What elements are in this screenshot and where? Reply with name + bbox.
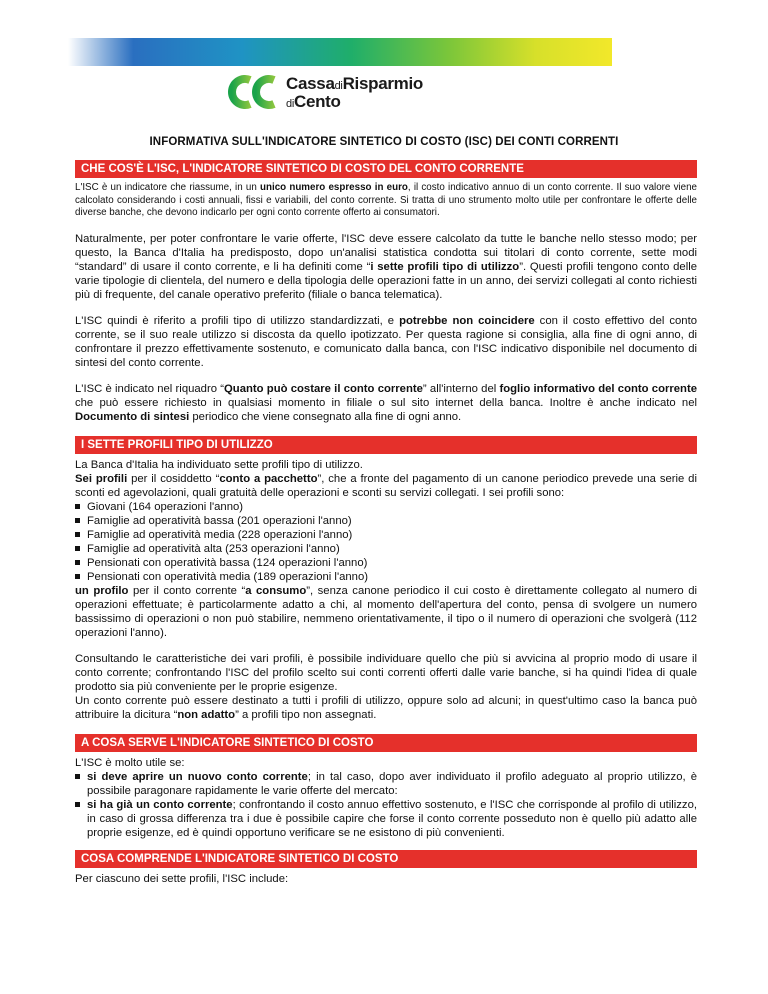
- header-gradient-bar: [68, 38, 612, 66]
- list-item: Giovani (164 operazioni l'anno): [75, 500, 697, 514]
- paragraph: La Banca d'Italia ha individuato sette profili tipo di utilizzo.: [75, 458, 363, 471]
- list-item: si ha già un conto corrente; confrontando il costo annuo effettivo sostenuto, e l'ISC che corrisponde al profilo di utilizzo, in caso di grossa differenza tra i due è possibile capire che forse il conto corrente posseduto non è quello più adatto alle proprie esigenze, ed è quindi opportuno verificare se ne esistono di più convenienti.: [75, 798, 697, 840]
- logo-name-line2: diCento: [286, 91, 341, 111]
- cc-logo-icon: [228, 74, 280, 110]
- paragraph: L'ISC è molto utile se:: [75, 756, 185, 769]
- list-item: Pensionati con operatività bassa (124 operazioni l'anno): [75, 556, 697, 570]
- paragraph: Un conto corrente può essere destinato a tutti i profili di utilizzo, oppure solo ad alcuni; in quest'ultimo caso la banca può attribuire la dicitura “non adatto” a profili tipo non assegnati.: [75, 694, 697, 721]
- section-heading-what-isc-includes: COSA COMPRENDE L'INDICATORE SINTETICO DI COSTO: [75, 850, 697, 868]
- logo-name-line1: CassadiRisparmio: [286, 73, 424, 93]
- paragraph: L'ISC quindi è riferito a profili tipo di utilizzo standardizzati, e potrebbe non coincidere con il costo effettivo del conto corrente, se il suo reale utilizzo si discosta da quello ipotizzato. Per questa ragione si consiglia, alla fine di ogni anno, di confrontare il prezzo effettivamente sostenuto, e comunicato dalla banca, con l'ISC indicativo disponibile nel documento di sintesi del conto corrente.: [75, 314, 698, 369]
- bank-logo: [228, 74, 423, 110]
- list-item: Famiglie ad operatività media (228 operazioni l'anno): [75, 528, 697, 542]
- document-body: [75, 160, 697, 898]
- list-item: si deve aprire un nuovo conto corrente; in tal caso, dopo aver individuato il profilo adeguato al proprio utilizzo, è possibile paragonare rapidamente le varie offerte del mercato:: [75, 770, 697, 798]
- list-item: Pensionati con operatività media (189 operazioni l'anno): [75, 570, 697, 584]
- section-heading-what-is-isc-for: A COSA SERVE L'INDICATORE SINTETICO DI COSTO: [75, 734, 697, 752]
- paragraph: L'ISC è un indicatore che riassume, in un unico numero espresso in euro, il costo indicativo annuo di un conto corrente. Il suo valore viene calcolato considerando i costi annuali, fissi e variabili, del conto corrente. Si tratta di uno strumento molto utile per confrontare le offerte delle diverse banche, che devono indicarlo per ogni conto corrente offerto ai consumatori.: [75, 182, 697, 218]
- paragraph: Naturalmente, per poter confrontare le varie offerte, l'ISC deve essere calcolato da tutte le banche nello stesso modo; per questo, la Banca d'Italia ha predisposto, dopo un'analisi statistica condotta sui titolari di conto corrente, sette modi “standard” di usare il conto corrente, e li ha definiti come “i sette profili tipo di utilizzo”. Questi profili tengono conto delle varie tipologie di clientela, del numero e della tipologia delle operazioni fatte in un anno, dei servizi collegati al conto richiesti più di frequente, del canale operativo preferito (filiale o banca telematica).: [75, 232, 698, 301]
- profiles-list: [75, 500, 697, 584]
- paragraph: L'ISC è indicato nel riquadro “Quanto può costare il conto corrente” all'interno del foglio informativo del conto corrente che può essere richiesto in qualsiasi momento in filiale o sul sito internet della banca. Inoltre è anche indicato nel Documento di sintesi periodico che viene consegnato alla fine di ogni anno.: [75, 382, 697, 423]
- paragraph: Per ciascuno dei sette profili, l'ISC include:: [75, 872, 289, 885]
- paragraph: un profilo per il conto corrente “a consumo”, senza canone periodico il cui costo è direttamente collegato al numero di operazioni effettuate; è particolarmente adatto a chi, al momento dell'apertura del conto, pensa di svolgere un numero bassissimo di operazioni o non può stabilire, nemmeno orientativamente, il tipo o il numero di operazioni che svolgerà (112 operazioni l'anno).: [75, 584, 697, 639]
- uses-list: [75, 770, 697, 840]
- document-title: INFORMATIVA SULL'INDICATORE SINTETICO DI COSTO (ISC) DEI CONTI CORRENTI: [149, 136, 619, 148]
- list-item: Famiglie ad operatività alta (253 operazioni l'anno): [75, 542, 697, 556]
- paragraph: Consultando le caratteristiche dei vari profili, è possibile individuare quello che più si avvicina al proprio modo di usare il conto corrente; confrontando l'ISC del profilo scelto sui conti correnti offerti dalle varie banche, si ha quindi l'idea di quale prodotto sia più conveniente per le proprie esigenze.: [75, 652, 697, 693]
- section-heading-seven-profiles: I SETTE PROFILI TIPO DI UTILIZZO: [75, 436, 697, 454]
- paragraph: Sei profili per il cosiddetto “conto a pacchetto”, che a fronte del pagamento di un canone periodico prevede una serie di sconti ed agevolazioni, quali gratuità delle operazioni e sconti su servizi collegati. I sei profili sono:: [75, 472, 697, 499]
- section-heading-what-is-isc: CHE COS'È L'ISC, L'INDICATORE SINTETICO DI COSTO DEL CONTO CORRENTE: [75, 160, 697, 178]
- list-item: Famiglie ad operatività bassa (201 operazioni l'anno): [75, 514, 697, 528]
